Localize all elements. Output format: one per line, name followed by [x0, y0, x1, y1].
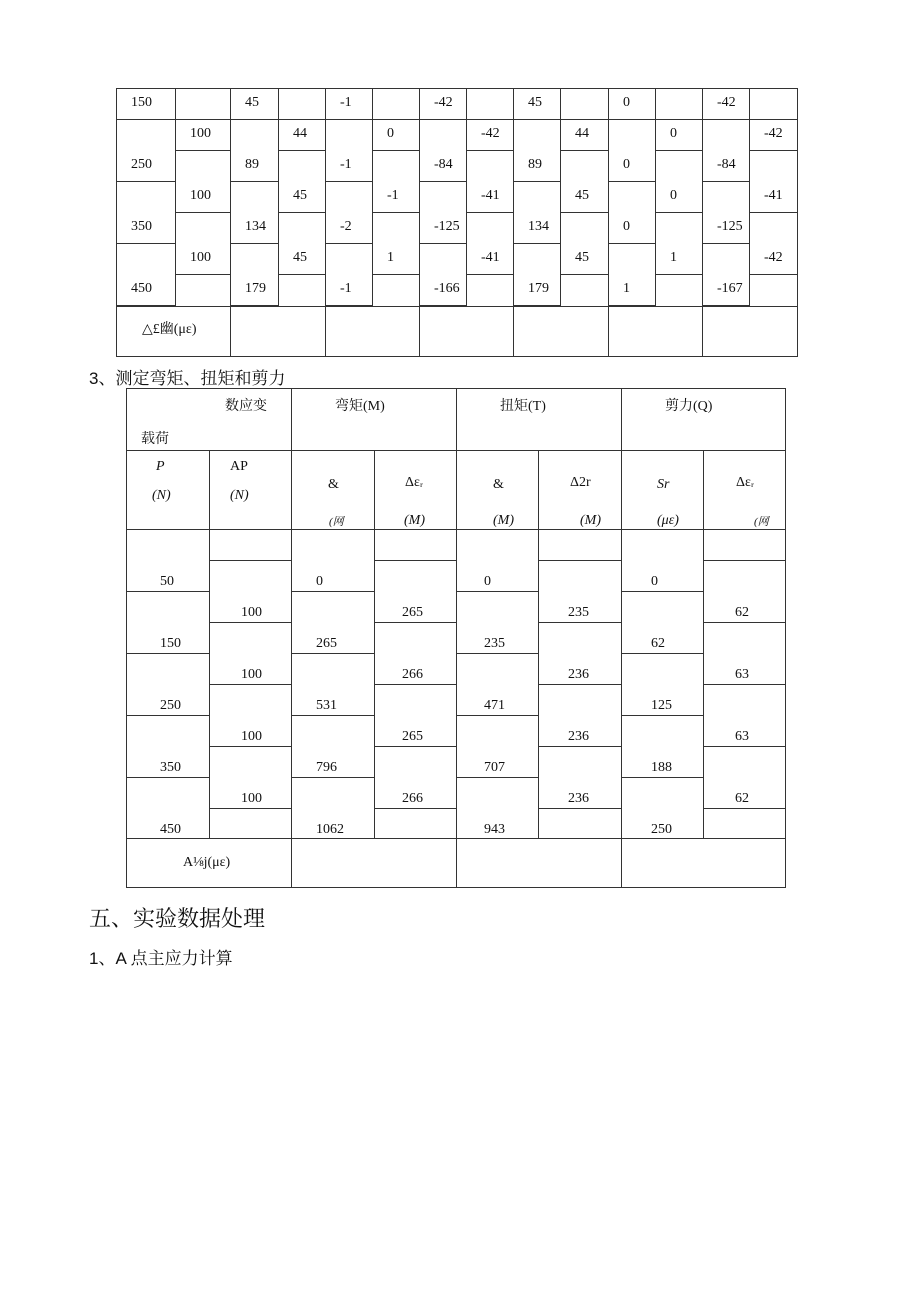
header-torque: 扭矩(T)	[500, 399, 546, 414]
table1-cell: -1	[340, 281, 352, 296]
subsection-1-title: 1、A 点主应力计算	[89, 949, 233, 968]
table1-cell: 100	[190, 250, 211, 265]
table2-cell: 235	[484, 636, 505, 651]
subheader-torque-deps: Δ2r	[570, 475, 591, 490]
table1-cell: 1	[623, 281, 630, 296]
table1-cell: -2	[340, 219, 352, 234]
table2-cell: 63	[735, 667, 749, 682]
table1-cell: 179	[528, 281, 549, 296]
table2-cell: 707	[484, 760, 505, 775]
header-load-label: 载荷	[141, 432, 169, 447]
table1-cell: -42	[434, 95, 453, 110]
table2-cell: 531	[316, 698, 337, 713]
subheader-shear-deps: Δεᵣ	[736, 475, 755, 490]
header-moment: 弯矩(M)	[335, 399, 385, 414]
table2-cell: 266	[402, 791, 423, 806]
table2-cell: 188	[651, 760, 672, 775]
header-shear: 剪力(Q)	[665, 399, 713, 414]
table1-cell: 100	[190, 126, 211, 141]
table2-cell: 450	[160, 822, 181, 837]
table2-cell: 100	[241, 605, 262, 620]
header-strain-label: 数应变	[225, 399, 267, 414]
table1-cell: 0	[670, 188, 677, 203]
table2-cell: 250	[160, 698, 181, 713]
table1-cell: -42	[764, 126, 783, 141]
table1-cell: -125	[434, 219, 460, 234]
table2-cell: 63	[735, 729, 749, 744]
table1-cell: 45	[245, 95, 259, 110]
subheader-p: P	[156, 459, 165, 474]
table2-cell: 50	[160, 574, 174, 589]
table1-cell: -42	[717, 95, 736, 110]
table2-cell: 100	[241, 667, 262, 682]
table2-cell: 796	[316, 760, 337, 775]
table1-cell: -41	[481, 250, 500, 265]
table1-cell: -166	[434, 281, 460, 296]
table2-avg-label: A⅛j(με)	[183, 855, 231, 870]
table1-cell: 0	[623, 157, 630, 172]
subheader-moment-deps: Δεᵣ	[405, 475, 424, 490]
table2-cell: 125	[651, 698, 672, 713]
table1-cell: 1	[670, 250, 677, 265]
table1-cell: -42	[764, 250, 783, 265]
table1-cell: 44	[293, 126, 307, 141]
table1-cell: 45	[293, 188, 307, 203]
table1-cell: 89	[528, 157, 542, 172]
subheader-torque-eps: &	[493, 477, 504, 492]
table2-cell: 236	[568, 791, 589, 806]
subheader-dp: AP	[230, 459, 248, 474]
table2-cell: 236	[568, 729, 589, 744]
table1-cell: 1	[387, 250, 394, 265]
table2-cell: 1062	[316, 822, 344, 837]
table2-cell: 350	[160, 760, 181, 775]
table2-cell: 0	[316, 574, 323, 589]
table1-cell: 45	[575, 188, 589, 203]
table1-cell: -84	[717, 157, 736, 172]
table1-cell: -125	[717, 219, 743, 234]
table1-cell: -42	[481, 126, 500, 141]
table1-cell: 450	[131, 281, 152, 296]
table2-cell: 62	[735, 791, 749, 806]
table1-cell: 250	[131, 157, 152, 172]
table2-cell: 943	[484, 822, 505, 837]
table1-cell: 0	[623, 95, 630, 110]
subheader-shear-eps: Sr	[657, 477, 670, 492]
table1-cell: -1	[387, 188, 399, 203]
table1-cell: -84	[434, 157, 453, 172]
table1-cell: -41	[764, 188, 783, 203]
table2-cell: 265	[402, 605, 423, 620]
table2-cell: 100	[241, 791, 262, 806]
table1-cell: 0	[387, 126, 394, 141]
subheader-dp-unit: (N)	[230, 488, 249, 503]
table1-cell: 350	[131, 219, 152, 234]
table2-cell: 0	[484, 574, 491, 589]
table1-cell: 45	[575, 250, 589, 265]
table1-cell: 44	[575, 126, 589, 141]
table2-cell: 62	[651, 636, 665, 651]
section-5-title: 五、实验数据处理	[89, 906, 266, 931]
subheader-moment-eps: &	[328, 477, 339, 492]
table1-cell: 0	[670, 126, 677, 141]
table1-cell: -1	[340, 95, 352, 110]
subheader-moment-eps-unit: (网	[329, 516, 344, 528]
subheader-shear-deps-unit: (网	[754, 516, 769, 528]
table1-cell: 89	[245, 157, 259, 172]
section-3-title: 3、测定弯矩、扭矩和剪力	[89, 369, 286, 388]
table1-cell: 45	[293, 250, 307, 265]
table2-cell: 235	[568, 605, 589, 620]
subheader-p-unit: (N)	[152, 488, 171, 503]
subheader-torque-deps-unit: (M)	[580, 513, 601, 528]
table1-cell: 134	[245, 219, 266, 234]
table1-cell: 100	[190, 188, 211, 203]
table1-cell: 134	[528, 219, 549, 234]
table1-cell: -167	[717, 281, 743, 296]
table1-cell: 45	[528, 95, 542, 110]
table1-avg-label: △£幽(με)	[142, 322, 197, 337]
table2-cell: 150	[160, 636, 181, 651]
table2-cell: 236	[568, 667, 589, 682]
table1-cell: -41	[481, 188, 500, 203]
subheader-moment-deps-unit: (M)	[404, 513, 425, 528]
table1-cell: -1	[340, 157, 352, 172]
table2-cell: 0	[651, 574, 658, 589]
subheader-shear-eps-unit: (με)	[657, 513, 679, 528]
table1-cell: 179	[245, 281, 266, 296]
table2-cell: 250	[651, 822, 672, 837]
table2-cell: 265	[316, 636, 337, 651]
table1-cell: 150	[131, 95, 152, 110]
table2-cell: 471	[484, 698, 505, 713]
table2-cell: 100	[241, 729, 262, 744]
table2-cell: 62	[735, 605, 749, 620]
table1-cell: 0	[623, 219, 630, 234]
subheader-torque-eps-unit: (M)	[493, 513, 514, 528]
table2-cell: 266	[402, 667, 423, 682]
table2-cell: 265	[402, 729, 423, 744]
